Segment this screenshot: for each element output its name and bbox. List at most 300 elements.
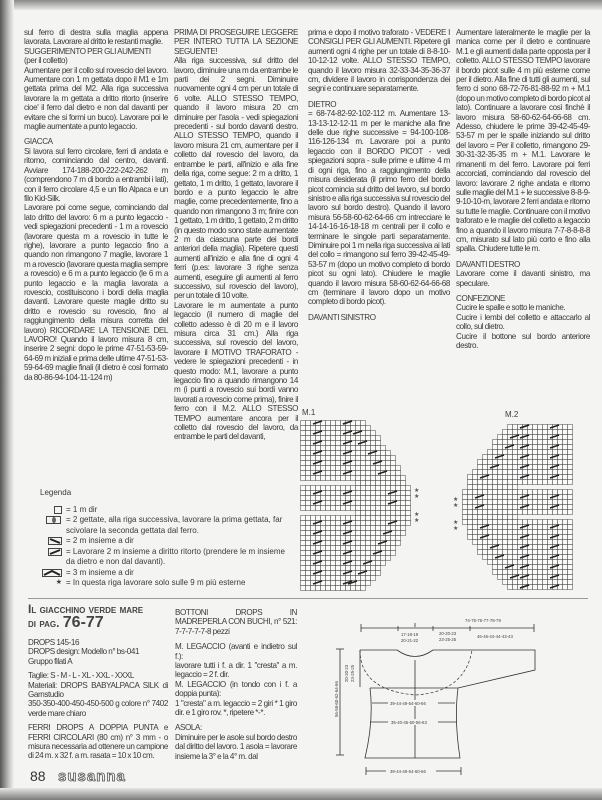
chart-cell (523, 580, 528, 585)
chart-cell (301, 486, 306, 491)
chart-cell (376, 501, 381, 506)
chart-cell (468, 505, 473, 510)
chart-cell (361, 521, 366, 526)
chart-cell (366, 466, 371, 471)
chart-cell (386, 496, 391, 501)
chart-cell (366, 496, 371, 501)
chart-cell (538, 575, 543, 580)
chart-cell (331, 586, 336, 591)
chart-cell (568, 580, 573, 585)
chart-cell (331, 476, 336, 481)
chart-cell (543, 500, 548, 505)
chart-cell (326, 571, 331, 576)
chart-cell (548, 560, 553, 565)
page-number: 88 (30, 768, 46, 784)
chart-cell (553, 560, 558, 565)
chart-cell (498, 510, 503, 515)
chart-cell (473, 510, 478, 515)
chart-cell (396, 541, 401, 546)
chart-cell (533, 495, 538, 500)
chart-cell (376, 506, 381, 511)
chart-cell (336, 521, 341, 526)
chart-cell (483, 520, 488, 525)
chart-cell (548, 530, 553, 535)
chart-cell (376, 511, 381, 516)
chart-cell (396, 526, 401, 531)
chart-cell (528, 440, 533, 445)
chart-cell (306, 531, 311, 536)
chart-cell (548, 500, 553, 505)
chart-cell (543, 495, 548, 500)
chart-cell (366, 431, 371, 436)
chart-cell (321, 556, 326, 561)
chart-cell (503, 480, 508, 485)
paragraph: Alla riga successiva, sul dritto del lavoro, diminuire una m da entrambe le parti dei 2 segni. Diminuire nuovamente ogni 4 cm per un totale di 6 volte. ALLO STESSO TEMPO, quando il lavoro misura 20 cm diminuire per l'asola - vedi spiegazioni precedenti - sul bordo davanti destro. ALLO STESSO TEMPO, quando il lavoro misura 21 cm, aumentare per il colletto dal rovescio del lavoro, da entrambe le parti, all'inizio e alla fine della riga, come segue: 2 m a dritto, 1 gettato, 1 m dritto, 1 gettato, lavorare il bordo e a punto legaccio le altre maglie, come precedentemente, fino a quando non rimangono 3 m; finire con 1 gettato, 1 m dritto, 1 gettato, 2 m dritto (in questo modo sono state aumentate 2 m da ciascuna parte dei bordi anteriori della maglia). Ripetere questi aumenti all'inizio e alla fine di ogni 4 ferri (p.es: lavorare 3 righe senza aumenti, eseguire gli aumenti al ferro successivo, sul rovescio del lavoro), per un totale di 10 volte. (174, 56, 298, 301)
chart-cell (391, 551, 396, 556)
chart-cell (538, 430, 543, 435)
chart-cell (518, 510, 523, 515)
chart-cell (301, 551, 306, 556)
chart-cell (346, 496, 351, 501)
chart-cell (361, 501, 366, 506)
yoke-height-label: 20-20-23 (344, 664, 349, 682)
chart-cell (371, 546, 376, 551)
chart-cell (538, 465, 543, 470)
chart-cell (336, 451, 341, 456)
chart-cell (371, 481, 376, 486)
chart-cell (533, 555, 538, 560)
chart-cell (396, 516, 401, 521)
chart-cell (568, 545, 573, 550)
chart-cell (493, 495, 498, 500)
chart-cell (533, 570, 538, 575)
yarn-amount: 350-350-400-450-450-500 g colore n° 7402 verde mare chiaro (28, 699, 168, 718)
chart-cell (326, 426, 331, 431)
chart-cell (463, 520, 468, 525)
legend-item (40, 536, 290, 547)
chart-cell (326, 471, 331, 476)
paragraph: Cucire il bottone sul bordo anteriore destro. (456, 331, 590, 350)
chart-cell (513, 485, 518, 490)
chart-cell (371, 576, 376, 581)
chart-cell (336, 566, 341, 571)
chart-cell (513, 465, 518, 470)
chart-cell (558, 460, 563, 465)
star-marks: ★★ (414, 488, 420, 500)
chart-cell (513, 515, 518, 520)
chart-cell (468, 535, 473, 540)
chart-cell (376, 476, 381, 481)
heading-confezione: CONFEZIONE (456, 293, 506, 303)
chart-cell (336, 541, 341, 546)
chart-cell (523, 440, 528, 445)
chart-cell (326, 446, 331, 451)
chart-cell (331, 466, 336, 471)
chart-cell (533, 430, 538, 435)
legend-text: = Lavorare 2 m insieme a diritto ritorto (prendere le m insieme da dietro e non dal davanti). (66, 546, 285, 566)
chart-cell (366, 546, 371, 551)
chart-cell (488, 510, 493, 515)
chart-cell (543, 425, 548, 430)
chart-cell (306, 586, 311, 591)
chart-cell (311, 526, 316, 531)
chart-cell (386, 546, 391, 551)
chart-cell (391, 481, 396, 486)
chart-cell (503, 500, 508, 505)
chart-cell (478, 465, 483, 470)
chart-cell (341, 536, 346, 541)
chart-cell (493, 535, 498, 540)
chart-cell (306, 446, 311, 451)
chart-cell (503, 485, 508, 490)
chart-cell (543, 550, 548, 555)
chart-cell (366, 426, 371, 431)
chart-cell (533, 545, 538, 550)
chart-cell (331, 506, 336, 511)
chart-cell (356, 551, 361, 556)
chart-cell (503, 440, 508, 445)
chart-cell (553, 540, 558, 545)
waist-width-label: 35-40-45-50-56-63 (391, 720, 427, 725)
chart-cell (376, 566, 381, 571)
chart-cell (371, 571, 376, 576)
chart-cell (478, 540, 483, 545)
chart-cell (498, 490, 503, 495)
chart-cell (306, 451, 311, 456)
chart-cell (366, 506, 371, 511)
chart-cell (336, 546, 341, 551)
chart-cell (483, 465, 488, 470)
chart-cell (336, 506, 341, 511)
chart-cell (503, 575, 508, 580)
chart-cell (326, 541, 331, 546)
chart-cell (381, 521, 386, 526)
chart-cell (356, 436, 361, 441)
chart-cell (381, 476, 386, 481)
chart-cell (533, 525, 538, 530)
chart-cell (391, 546, 396, 551)
paragraph: Si lavora sul ferro circolare, ferri di andata e ritorno, cominciando dal centro, davanti. Avviare 174-188-200-222-242-262 m (comprendono 7 m di bordo a entrambi i lati), con il ferro circolare 4,5 e un filo Alpaca e un filo Kid-Silk. (24, 146, 168, 203)
chart-cell (503, 495, 508, 500)
chart-cell (351, 506, 356, 511)
legend-item (40, 547, 290, 568)
chart-cell (301, 566, 306, 571)
chart-cell (493, 480, 498, 485)
chart-cell (371, 456, 376, 461)
chart-cell (468, 485, 473, 490)
chart-cell (508, 460, 513, 465)
star-marks: ★★ (453, 497, 459, 509)
chart-cell (563, 470, 568, 475)
chart-cell (553, 440, 558, 445)
chart-cell (543, 560, 548, 565)
chart-cell (493, 500, 498, 505)
chart-cell (558, 430, 563, 435)
chart-cell (341, 586, 346, 591)
legend-item (40, 578, 290, 589)
chart-cell (351, 546, 356, 551)
chart-cell (498, 480, 503, 485)
chart-cell (386, 506, 391, 511)
chart-cell (488, 490, 493, 495)
heading-tip: SUGGERIMENTO PER GLI AUMENTI (24, 46, 151, 56)
chart-cell (336, 421, 341, 426)
chart-cell (301, 556, 306, 561)
chart-cell (301, 436, 306, 441)
chart-cell (386, 536, 391, 541)
shoulder-label-2: 23-25-25 (439, 637, 457, 642)
chart-cell (508, 465, 513, 470)
chart-cell (306, 536, 311, 541)
chart-cell (311, 476, 316, 481)
chart-cell (488, 555, 493, 560)
chart-cell (381, 561, 386, 566)
chart-cell (356, 541, 361, 546)
chart-cell (563, 505, 568, 510)
chart-cell (351, 496, 356, 501)
chart-cell (371, 566, 376, 571)
chart-cell (361, 446, 366, 451)
chart-cell (301, 476, 306, 481)
chart-cell (366, 576, 371, 581)
chart-cell (366, 531, 371, 536)
chart-cell (508, 540, 513, 545)
chart-cell (538, 505, 543, 510)
chart-cell (396, 481, 401, 486)
chart-cell (331, 486, 336, 491)
chart-cell (321, 466, 326, 471)
chart-cell (553, 570, 558, 575)
chart-cell (361, 466, 366, 471)
chart-cell (538, 585, 543, 590)
chart-cell (568, 450, 573, 455)
chart-cell (351, 576, 356, 581)
chart-cell (406, 501, 411, 506)
chart-cell (548, 540, 553, 545)
chart-cell (513, 455, 518, 460)
chart-cell (391, 456, 396, 461)
chart-cell (346, 486, 351, 491)
chart-cell (503, 505, 508, 510)
chart-cell (493, 520, 498, 525)
chart-cell (371, 516, 376, 521)
chart-cell (553, 470, 558, 475)
chart-cell (366, 481, 371, 486)
chart-cell (463, 490, 468, 495)
chart-cell (351, 536, 356, 541)
chart-cell (386, 556, 391, 561)
chart-cell (508, 490, 513, 495)
chart-cell (321, 576, 326, 581)
chart-cell (508, 475, 513, 480)
chart-cell (538, 480, 543, 485)
chart-cell (528, 430, 533, 435)
garment-schematic (300, 595, 590, 785)
chart-cell (533, 560, 538, 565)
chart-cell (341, 426, 346, 431)
chart-m1-label: M.1 (302, 408, 316, 417)
chart-cell (331, 491, 336, 496)
chart-cell (563, 455, 568, 460)
chart-cell (538, 460, 543, 465)
chart-cell (568, 570, 573, 575)
chart-cell (356, 451, 361, 456)
chart-cell (543, 575, 548, 580)
chart-cell (316, 466, 321, 471)
chart-cell (503, 525, 508, 530)
chart-cell (356, 556, 361, 561)
chart-cell (321, 546, 326, 551)
page-bottom-edge (0, 788, 602, 800)
chart-cell (351, 516, 356, 521)
chart-cell (568, 470, 573, 475)
chart-cell (326, 586, 331, 591)
chart-cell (553, 510, 558, 515)
chart-cell (341, 556, 346, 561)
chart-cell (391, 471, 396, 476)
chart-cell (346, 536, 351, 541)
chart-cell (331, 461, 336, 466)
chart-cell (498, 505, 503, 510)
chart-cell (301, 451, 306, 456)
chart-cell (356, 491, 361, 496)
heading-giacca: GIACCA (24, 137, 53, 147)
chart-cell (391, 461, 396, 466)
chart-cell (493, 440, 498, 445)
chart-cell (326, 516, 331, 521)
chart-cell (326, 441, 331, 446)
chart-cell (558, 550, 563, 555)
chart-cell (563, 575, 568, 580)
chart-cell (336, 486, 341, 491)
chart-cell (351, 466, 356, 471)
chart-cell (336, 496, 341, 501)
chart-cell (508, 515, 513, 520)
chart-cell (336, 581, 341, 586)
chart-cell (306, 471, 311, 476)
chart-cell (306, 466, 311, 471)
chart-cell (321, 526, 326, 531)
chart-cell (548, 470, 553, 475)
chart-cell (316, 576, 321, 581)
chart-cell (503, 460, 508, 465)
chart-cell (463, 505, 468, 510)
chart-cell (533, 585, 538, 590)
chart-cell (351, 446, 356, 451)
chart-cell (483, 550, 488, 555)
chart-cell (503, 570, 508, 575)
chart-cell (568, 525, 573, 530)
chart-cell (331, 541, 336, 546)
chart-cell (311, 426, 316, 431)
chart-cell (326, 546, 331, 551)
chart-cell (528, 580, 533, 585)
chart-cell (311, 586, 316, 591)
chart-cell (483, 515, 488, 520)
chart-cell (376, 456, 381, 461)
chart-cell (376, 496, 381, 501)
chart-cell (371, 536, 376, 541)
chart-cell (301, 506, 306, 511)
chart-cell (513, 540, 518, 545)
chart-cell (316, 566, 321, 571)
chart-cell (518, 440, 523, 445)
chart-cell (513, 535, 518, 540)
chart-cell (518, 520, 523, 525)
chart-cell (361, 516, 366, 521)
chart-cell (326, 566, 331, 571)
chart-cell (493, 485, 498, 490)
chart-cell (493, 530, 498, 535)
chart-cell (376, 521, 381, 526)
chart-cell (306, 461, 311, 466)
chart-cell (568, 520, 573, 525)
chart-cell (568, 555, 573, 560)
chart-cell (533, 520, 538, 525)
chart-cell (523, 490, 528, 495)
chart-cell (336, 446, 341, 451)
chart-cell (371, 431, 376, 436)
chart-cell (488, 530, 493, 535)
chart-cell (371, 531, 376, 536)
chart-cell (508, 555, 513, 560)
chart-cell (361, 586, 366, 591)
chart-cell (553, 480, 558, 485)
chart-cell (503, 545, 508, 550)
chart-cell (386, 466, 391, 471)
chart-cell (543, 470, 548, 475)
chart-cell (473, 520, 478, 525)
chart-cell (538, 435, 543, 440)
chart-cell (376, 436, 381, 441)
chart-cell (391, 541, 396, 546)
title-line-2: di pag. (28, 616, 60, 630)
chart-cell (543, 475, 548, 480)
chart-cell (406, 506, 411, 511)
chart-cell (376, 446, 381, 451)
chart-cell (356, 476, 361, 481)
garter-flat-text: lavorare tutti i f. a dir. 1 "cresta" a m. legaccio = 2 f. dir. (175, 661, 297, 680)
chart-cell (533, 535, 538, 540)
total-width-label: 74-75-76-77-78-79 (465, 618, 501, 623)
chart-cell (331, 521, 336, 526)
chart-cell (336, 576, 341, 581)
chart-cell (528, 510, 533, 515)
chart-cell (553, 520, 558, 525)
chart-cell (386, 486, 391, 491)
chart-cell (493, 490, 498, 495)
chart-m2-grid (462, 424, 577, 592)
chart-cell (508, 470, 513, 475)
chart-cell (331, 531, 336, 536)
chart-cell (503, 520, 508, 525)
chart-cell (553, 490, 558, 495)
chart-cell (301, 421, 306, 426)
chart-cell (538, 440, 543, 445)
chart-cell (483, 545, 488, 550)
chart-cell (366, 471, 371, 476)
chart-cell (306, 486, 311, 491)
chart-cell (381, 506, 386, 511)
chart-cell (356, 501, 361, 506)
chart-cell (528, 450, 533, 455)
chart-cell (341, 516, 346, 521)
paragraph: Aumentare lateralmente le maglie per la manica come per il dietro e continuare M.1 e gli aumenti dalla parte opposta per il colletto. ALLO STESSO TEMPO lavorare il bordo picot sulle 4 m più esterne come per il dietro. Alla fine di tutti gli aumenti, sul ferro ci sono 68-72-76-81-88-92 m + M.1 (dopo un motivo completo di bordo picot al lato). Continuare a lavorare così finchè il lavoro misura 58-60-62-64-66-68 cm. Adesso, chiudere le prime 39-42-45-49-53-57 m per le spalle iniziando sul dritto del lavoro = Per il colletto, rimangono 29-30-31-32-35-35 m + M.1. Lavorare le rimanenti m del ferro. Lavorare poi ferri accorciati, cominciando dal rovescio del lavoro: lavorare 2 righe andata e ritorno sulle maglie del M.1 + le successive 8-8-9-9-10-10-m, lavorare 2 ferri andata e ritorno su tutte le maglie. Continuare con il motivo traforato e le maglie del colletto a legaccio fino a quando il lavoro misura 7-7-8-8-8-8 cm, misurato sul lato più corto e fino alla spalla. Chiudere tutte le m. (456, 28, 590, 254)
chart-cell (568, 435, 573, 440)
chart-cell (503, 475, 508, 480)
chart-cell (503, 540, 508, 545)
chart-cell (306, 501, 311, 506)
